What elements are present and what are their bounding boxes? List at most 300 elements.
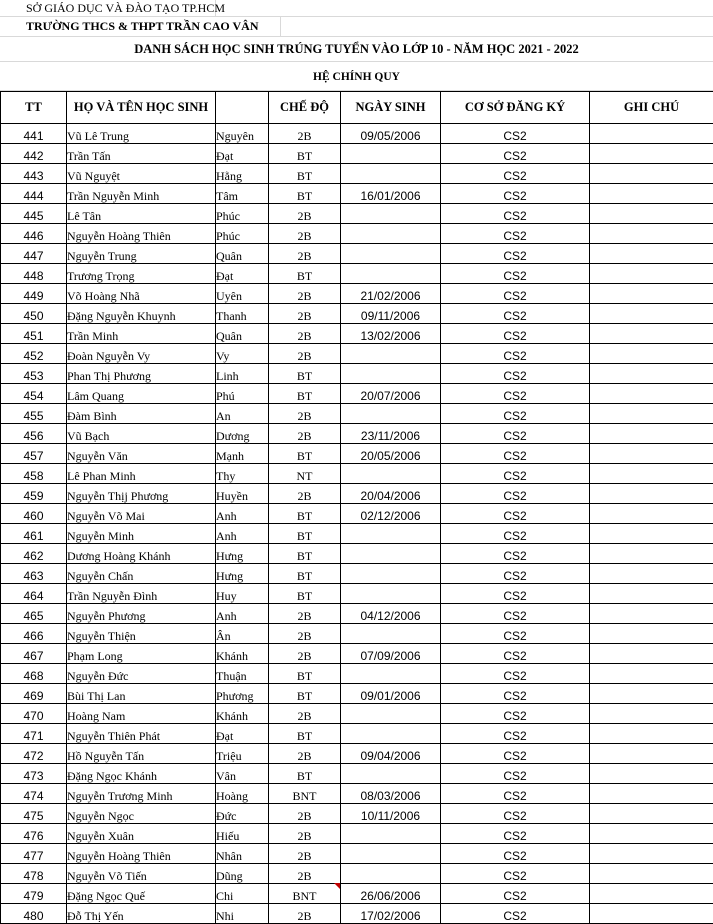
cell-tt: 455	[1, 404, 67, 424]
cell-family-name: Nguyễn Xuân	[67, 824, 216, 844]
cell-site: CS2	[441, 504, 590, 524]
cell-site: CS2	[441, 224, 590, 244]
cell-given-name: Triệu	[216, 744, 269, 764]
table-row	[1, 224, 713, 244]
cell-given-name: Phúc	[216, 204, 269, 224]
cell-given-name: Huyền	[216, 484, 269, 504]
column-header-tt: TT	[1, 92, 67, 124]
table-row	[1, 484, 713, 504]
school-name: TRƯỜNG THCS & THPT TRẦN CAO VÂN	[26, 19, 258, 34]
cell-tt: 475	[1, 804, 67, 824]
cell-tt: 460	[1, 504, 67, 524]
table-row	[1, 664, 713, 684]
cell-given-name: Anh	[216, 524, 269, 544]
cell-given-name: Linh	[216, 364, 269, 384]
table-row	[1, 164, 713, 184]
cell-given-name: Phương	[216, 684, 269, 704]
cell-tt: 453	[1, 364, 67, 384]
column-header-dob: NGÀY SINH	[341, 92, 441, 124]
cell-note	[590, 864, 713, 884]
cell-site: CS2	[441, 344, 590, 364]
column-header-site: CƠ SỞ ĐĂNG KÝ	[441, 92, 590, 124]
cell-mode: BT	[269, 684, 341, 704]
cell-family-name: Nguyễn Thiên Phát	[67, 724, 216, 744]
cell-mode: 2B	[269, 604, 341, 624]
cell-note	[590, 484, 713, 504]
cell-mode: BT	[269, 264, 341, 284]
document-title: DANH SÁCH HỌC SINH TRÚNG TUYỂN VÀO LỚP 10 - NĂM HỌC 2021 - 2022	[0, 42, 713, 57]
cell-site: CS2	[441, 404, 590, 424]
cell-given-name: Phúc	[216, 224, 269, 244]
cell-given-name: Hiếu	[216, 824, 269, 844]
cell-family-name: Nguyễn Thiện	[67, 624, 216, 644]
column-header-note: GHI CHÚ	[590, 92, 713, 124]
cell-dob	[341, 724, 441, 744]
cell-site: CS2	[441, 384, 590, 404]
table-row	[1, 364, 713, 384]
cell-dob	[341, 144, 441, 164]
cell-note	[590, 624, 713, 644]
cell-mode: 2B	[269, 644, 341, 664]
cell-family-name: Nguyễn Hoàng Thiên	[67, 224, 216, 244]
cell-site: CS2	[441, 464, 590, 484]
cell-family-name: Trần Nguyễn Đình	[67, 584, 216, 604]
cell-given-name: Nhi	[216, 904, 269, 924]
cell-note	[590, 304, 713, 324]
cell-given-name: Anh	[216, 604, 269, 624]
cell-tt: 447	[1, 244, 67, 264]
table-header-row	[1, 92, 713, 124]
cell-given-name: Hoàng	[216, 784, 269, 804]
cell-dob: 20/05/2006	[341, 444, 441, 464]
table-row	[1, 624, 713, 644]
cell-mode: BT	[269, 544, 341, 564]
cell-tt: 472	[1, 744, 67, 764]
cell-site: CS2	[441, 844, 590, 864]
table-row	[1, 284, 713, 304]
cell-note	[590, 424, 713, 444]
column-header-mode: CHẾ ĐỘ	[269, 92, 341, 124]
cell-site: CS2	[441, 764, 590, 784]
cell-site: CS2	[441, 204, 590, 224]
cell-site: CS2	[441, 644, 590, 664]
cell-family-name: Lê Tân	[67, 204, 216, 224]
cell-dob	[341, 264, 441, 284]
cell-given-name: Hưng	[216, 564, 269, 584]
table-row	[1, 824, 713, 844]
table-row	[1, 804, 713, 824]
cell-given-name: Ân	[216, 624, 269, 644]
cell-mode: BT	[269, 164, 341, 184]
department-name: SỞ GIÁO DỤC VÀ ĐÀO TẠO TP.HCM	[26, 1, 225, 16]
table-row	[1, 684, 713, 704]
cell-note	[590, 904, 713, 924]
cell-site: CS2	[441, 364, 590, 384]
cell-tt: 458	[1, 464, 67, 484]
cell-site: CS2	[441, 864, 590, 884]
table-row	[1, 144, 713, 164]
cell-dob	[341, 364, 441, 384]
table-row	[1, 764, 713, 784]
cell-tt: 444	[1, 184, 67, 204]
cell-note	[590, 604, 713, 624]
cell-given-name: Phú	[216, 384, 269, 404]
cell-family-name: Võ Hoàng Nhã	[67, 284, 216, 304]
cell-given-name: Uyên	[216, 284, 269, 304]
cell-given-name: Quân	[216, 244, 269, 264]
cell-family-name: Trương Trọng	[67, 264, 216, 284]
table-row	[1, 524, 713, 544]
cell-family-name: Hồ Nguyễn Tấn	[67, 744, 216, 764]
cell-tt: 443	[1, 164, 67, 184]
table-row	[1, 304, 713, 324]
cell-given-name: Mạnh	[216, 444, 269, 464]
cell-note	[590, 184, 713, 204]
cell-note	[590, 384, 713, 404]
cell-given-name: Quân	[216, 324, 269, 344]
cell-family-name: Phan Thị Phương	[67, 364, 216, 384]
cell-site: CS2	[441, 244, 590, 264]
cell-given-name: Đạt	[216, 264, 269, 284]
cell-dob	[341, 544, 441, 564]
cell-site: CS2	[441, 124, 590, 144]
cell-mode: BT	[269, 524, 341, 544]
cell-tt: 441	[1, 124, 67, 144]
cell-given-name: Vân	[216, 764, 269, 784]
cell-site: CS2	[441, 664, 590, 684]
cell-dob	[341, 704, 441, 724]
table-row	[1, 184, 713, 204]
table-row	[1, 404, 713, 424]
cell-mode: 2B	[269, 304, 341, 324]
cell-note	[590, 644, 713, 664]
cell-family-name: Lê Phan Minh	[67, 464, 216, 484]
cell-site: CS2	[441, 304, 590, 324]
cell-tt: 442	[1, 144, 67, 164]
cell-family-name: Nguyễn Văn	[67, 444, 216, 464]
cell-mode: BT	[269, 584, 341, 604]
cell-site: CS2	[441, 324, 590, 344]
cell-dob	[341, 624, 441, 644]
cell-tt: 449	[1, 284, 67, 304]
comment-indicator-icon	[334, 883, 340, 889]
cell-given-name: Hưng	[216, 544, 269, 564]
cell-tt: 452	[1, 344, 67, 364]
cell-family-name: Nguyễn Hoàng Thiên	[67, 844, 216, 864]
cell-note	[590, 344, 713, 364]
cell-site: CS2	[441, 824, 590, 844]
cell-mode: 2B	[269, 244, 341, 264]
cell-given-name: Huy	[216, 584, 269, 604]
cell-dob: 20/04/2006	[341, 484, 441, 504]
cell-mode: BNT	[269, 784, 341, 804]
cell-tt: 457	[1, 444, 67, 464]
cell-dob	[341, 524, 441, 544]
table-row	[1, 904, 713, 924]
cell-tt: 470	[1, 704, 67, 724]
cell-dob	[341, 584, 441, 604]
cell-given-name: Hằng	[216, 164, 269, 184]
table-row	[1, 464, 713, 484]
table-row	[1, 604, 713, 624]
cell-dob: 02/12/2006	[341, 504, 441, 524]
table-row	[1, 384, 713, 404]
cell-site: CS2	[441, 524, 590, 544]
cell-note	[590, 584, 713, 604]
cell-dob: 13/02/2006	[341, 324, 441, 344]
cell-site: CS2	[441, 284, 590, 304]
cell-dob: 26/06/2006	[341, 884, 441, 904]
cell-site: CS2	[441, 264, 590, 284]
cell-dob	[341, 764, 441, 784]
cell-mode: BT	[269, 564, 341, 584]
cell-dob: 21/02/2006	[341, 284, 441, 304]
cell-dob: 09/11/2006	[341, 304, 441, 324]
cell-given-name: An	[216, 404, 269, 424]
cell-site: CS2	[441, 704, 590, 724]
cell-site: CS2	[441, 744, 590, 764]
cell-dob	[341, 204, 441, 224]
cell-mode: 2B	[269, 844, 341, 864]
cell-family-name: Đặng Nguyễn Khuynh	[67, 304, 216, 324]
cell-site: CS2	[441, 444, 590, 464]
cell-mode: 2B	[269, 324, 341, 344]
cell-tt: 478	[1, 864, 67, 884]
cell-tt: 466	[1, 624, 67, 644]
cell-site: CS2	[441, 584, 590, 604]
table-row	[1, 324, 713, 344]
cell-note	[590, 264, 713, 284]
column-header-given-name	[216, 92, 269, 124]
cell-given-name: Đạt	[216, 724, 269, 744]
cell-note	[590, 544, 713, 564]
cell-family-name: Đàm Bình	[67, 404, 216, 424]
cell-dob	[341, 844, 441, 864]
cell-dob	[341, 464, 441, 484]
cell-given-name: Thuận	[216, 664, 269, 684]
cell-family-name: Trần Minh	[67, 324, 216, 344]
cell-given-name: Đức	[216, 804, 269, 824]
cell-family-name: Phạm Long	[67, 644, 216, 664]
cell-note	[590, 524, 713, 544]
cell-dob: 20/07/2006	[341, 384, 441, 404]
cell-tt: 448	[1, 264, 67, 284]
cell-family-name: Vũ Lê Trung	[67, 124, 216, 144]
cell-note	[590, 244, 713, 264]
cell-note	[590, 464, 713, 484]
cell-note	[590, 324, 713, 344]
cell-note	[590, 764, 713, 784]
cell-mode: 2B	[269, 424, 341, 444]
cell-site: CS2	[441, 604, 590, 624]
cell-family-name: Đặng Ngọc Khánh	[67, 764, 216, 784]
cell-family-name: Nguyễn Võ Tiến	[67, 864, 216, 884]
table-row	[1, 244, 713, 264]
cell-note	[590, 564, 713, 584]
cell-family-name: Dương Hoàng Khánh	[67, 544, 216, 564]
cell-mode: BT	[269, 444, 341, 464]
cell-note	[590, 824, 713, 844]
cell-dob: 17/02/2006	[341, 904, 441, 924]
cell-tt: 469	[1, 684, 67, 704]
cell-note	[590, 884, 713, 904]
table-row	[1, 344, 713, 364]
cell-mode: 2B	[269, 284, 341, 304]
cell-site: CS2	[441, 904, 590, 924]
cell-family-name: Vũ Nguyệt	[67, 164, 216, 184]
cell-note	[590, 844, 713, 864]
cell-note	[590, 144, 713, 164]
table-row	[1, 784, 713, 804]
cell-note	[590, 164, 713, 184]
cell-tt: 480	[1, 904, 67, 924]
cell-site: CS2	[441, 684, 590, 704]
cell-dob	[341, 664, 441, 684]
cell-family-name: Bùi Thị Lan	[67, 684, 216, 704]
column-header-name: HỌ VÀ TÊN HỌC SINH	[67, 92, 216, 124]
cell-tt: 454	[1, 384, 67, 404]
cell-dob	[341, 404, 441, 424]
cell-family-name: Vũ Bạch	[67, 424, 216, 444]
cell-dob	[341, 564, 441, 584]
cell-note	[590, 804, 713, 824]
cell-mode: 2B	[269, 224, 341, 244]
cell-family-name: Trần Tấn	[67, 144, 216, 164]
table-row	[1, 844, 713, 864]
cell-family-name: Nguyễn Trung	[67, 244, 216, 264]
student-list-table	[0, 91, 713, 924]
cell-tt: 477	[1, 844, 67, 864]
table-row	[1, 124, 713, 144]
cell-family-name: Hoàng Nam	[67, 704, 216, 724]
cell-family-name: Nguyễn Chấn	[67, 564, 216, 584]
cell-dob	[341, 164, 441, 184]
cell-family-name: Nguyễn Minh	[67, 524, 216, 544]
cell-dob: 09/05/2006	[341, 124, 441, 144]
header-row-title	[0, 37, 713, 62]
cell-mode: 2B	[269, 744, 341, 764]
cell-family-name: Lâm Quang	[67, 384, 216, 404]
cell-tt: 476	[1, 824, 67, 844]
cell-mode: 2B	[269, 824, 341, 844]
cell-family-name: Đỗ Thị Yến	[67, 904, 216, 924]
cell-tt: 446	[1, 224, 67, 244]
cell-mode: 2B	[269, 904, 341, 924]
cell-note	[590, 704, 713, 724]
cell-site: CS2	[441, 784, 590, 804]
table-row	[1, 504, 713, 524]
cell-mode: 2B	[269, 864, 341, 884]
table-row	[1, 564, 713, 584]
cell-given-name: Chi	[216, 884, 269, 904]
cell-tt: 474	[1, 784, 67, 804]
cell-mode: BT	[269, 764, 341, 784]
cell-mode: BT	[269, 364, 341, 384]
cell-given-name: Dũng	[216, 864, 269, 884]
table-row	[1, 744, 713, 764]
cell-mode: NT	[269, 464, 341, 484]
cell-tt: 465	[1, 604, 67, 624]
cell-tt: 451	[1, 324, 67, 344]
cell-tt: 468	[1, 664, 67, 684]
cell-dob	[341, 224, 441, 244]
cell-given-name: Khánh	[216, 644, 269, 664]
cell-tt: 479	[1, 884, 67, 904]
cell-note	[590, 404, 713, 424]
cell-given-name: Dương	[216, 424, 269, 444]
cell-family-name: Nguyễn Võ Mai	[67, 504, 216, 524]
cell-note	[590, 284, 713, 304]
table-row	[1, 724, 713, 744]
cell-family-name: Đặng Ngọc Quế	[67, 884, 216, 904]
table-row	[1, 864, 713, 884]
cell-given-name: Nguyên	[216, 124, 269, 144]
table-row	[1, 884, 713, 904]
cell-tt: 467	[1, 644, 67, 664]
cell-site: CS2	[441, 804, 590, 824]
table-row	[1, 544, 713, 564]
cell-mode: 2B	[269, 204, 341, 224]
cell-note	[590, 204, 713, 224]
cell-family-name: Trần Nguyễn Minh	[67, 184, 216, 204]
cell-site: CS2	[441, 164, 590, 184]
cell-tt: 459	[1, 484, 67, 504]
cell-mode: 2B	[269, 484, 341, 504]
cell-dob: 07/09/2006	[341, 644, 441, 664]
cell-site: CS2	[441, 184, 590, 204]
cell-note	[590, 364, 713, 384]
cell-given-name: Đạt	[216, 144, 269, 164]
table-row	[1, 204, 713, 224]
cell-mode: BT	[269, 184, 341, 204]
cell-mode: BNT	[269, 884, 341, 904]
cell-site: CS2	[441, 724, 590, 744]
cell-given-name: Nhân	[216, 844, 269, 864]
cell-given-name: Khánh	[216, 704, 269, 724]
cell-note	[590, 504, 713, 524]
cell-dob: 08/03/2006	[341, 784, 441, 804]
cell-mode: BT	[269, 144, 341, 164]
cell-note	[590, 684, 713, 704]
cell-note	[590, 784, 713, 804]
cell-family-name: Nguyễn Trương Minh	[67, 784, 216, 804]
header-row-program	[0, 62, 713, 91]
header-row-department	[0, 0, 713, 17]
cell-tt: 461	[1, 524, 67, 544]
cell-family-name: Đoàn Nguyễn Vy	[67, 344, 216, 364]
cell-given-name: Tâm	[216, 184, 269, 204]
cell-tt: 462	[1, 544, 67, 564]
cell-mode: BT	[269, 384, 341, 404]
cell-site: CS2	[441, 144, 590, 164]
cell-mode: 2B	[269, 704, 341, 724]
cell-given-name: Vy	[216, 344, 269, 364]
header-row-school	[0, 17, 713, 37]
cell-family-name: Nguyễn Ngọc	[67, 804, 216, 824]
cell-note	[590, 224, 713, 244]
cell-site: CS2	[441, 624, 590, 644]
cell-dob: 23/11/2006	[341, 424, 441, 444]
cell-mode: 2B	[269, 404, 341, 424]
cell-dob	[341, 344, 441, 364]
cell-given-name: Thanh	[216, 304, 269, 324]
program-type: HỆ CHÍNH QUY	[0, 71, 713, 83]
cell-tt: 473	[1, 764, 67, 784]
cell-tt: 445	[1, 204, 67, 224]
cell-note	[590, 664, 713, 684]
cell-given-name: Thy	[216, 464, 269, 484]
cell-family-name: Nguyễn Phương	[67, 604, 216, 624]
